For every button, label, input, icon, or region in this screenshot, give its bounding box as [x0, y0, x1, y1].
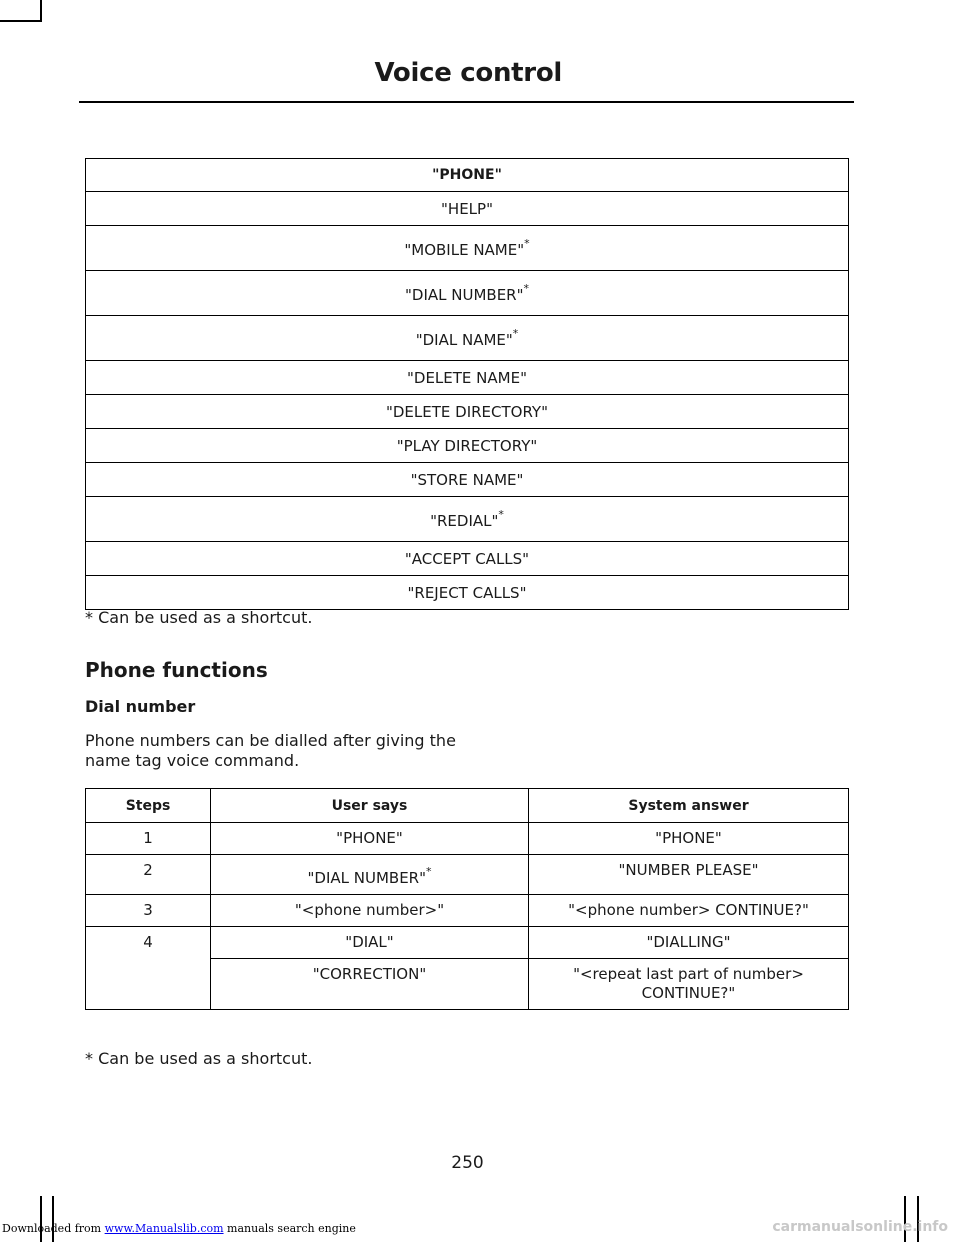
manualslib-link[interactable]: www.Manualslib.com [104, 1222, 224, 1235]
subsection-heading: Dial number [85, 697, 196, 716]
shortcut-note: * Can be used as a shortcut. [85, 1049, 313, 1068]
command-cell [86, 192, 849, 226]
column-header-system-answer: System answer [529, 789, 849, 823]
command-cell [86, 226, 849, 271]
table-row [86, 895, 849, 927]
user-says-cell [211, 927, 529, 959]
step-cell: 4 [86, 927, 211, 1010]
command-cell [86, 429, 849, 463]
crop-mark [0, 20, 42, 22]
command-text: "DELETE NAME" [407, 368, 527, 387]
table-row [86, 497, 849, 542]
command-text: "STORE NAME" [410, 470, 524, 489]
crop-mark [40, 1196, 42, 1242]
table-row [86, 542, 849, 576]
system-answer-cell: "<repeat last part of number> CONTINUE?" [529, 959, 849, 1010]
table-row [86, 855, 849, 895]
table-row [86, 395, 849, 429]
command-cell [86, 576, 849, 610]
user-says-text: "CORRECTION" [312, 965, 427, 983]
system-answer-cell: "NUMBER PLEASE" [529, 855, 849, 895]
system-answer-cell: "<phone number> CONTINUE?" [529, 895, 849, 927]
command-cell [86, 361, 849, 395]
user-says-text: "DIAL NUMBER" [307, 869, 426, 887]
user-says-text: "PHONE" [336, 829, 403, 847]
footer-suffix: manuals search engine [223, 1222, 356, 1235]
page-number: 250 [451, 1153, 484, 1173]
command-text: "DELETE DIRECTORY" [385, 402, 548, 421]
step-cell: 1 [86, 823, 211, 855]
shortcut-mark: * [524, 236, 530, 250]
table-header: "PHONE" [86, 159, 849, 192]
user-says-text: "<phone number>" [294, 901, 445, 919]
table-row [86, 927, 849, 959]
user-says-cell [211, 823, 529, 855]
table-row [86, 316, 849, 361]
dial-number-steps-table [85, 788, 849, 1010]
command-cell [86, 395, 849, 429]
download-footer [2, 1222, 356, 1235]
watermark: carmanualsonline.info [772, 1219, 948, 1235]
table-row [86, 192, 849, 226]
shortcut-mark: * [498, 507, 504, 521]
system-answer-cell: "DIALLING" [529, 927, 849, 959]
shortcut-mark: * [512, 326, 519, 340]
command-text: "DIAL NAME" [415, 330, 513, 349]
table-row [86, 576, 849, 610]
user-says-cell [211, 959, 529, 1010]
command-cell [86, 271, 849, 316]
step-cell: 2 [86, 855, 211, 895]
crop-mark [52, 1196, 54, 1242]
header-rule [79, 101, 854, 103]
command-cell [86, 542, 849, 576]
user-says-cell [211, 895, 529, 927]
command-text: "REJECT CALLS" [407, 583, 527, 602]
column-header-user-says: User says [211, 789, 529, 823]
command-cell [86, 316, 849, 361]
body-paragraph: Phone numbers can be dialled after giving the name tag voice command. [85, 731, 456, 770]
phone-commands-table [85, 158, 849, 610]
system-answer-cell: "PHONE" [529, 823, 849, 855]
table-row [86, 463, 849, 497]
shortcut-mark: * [523, 281, 529, 295]
shortcut-note: * Can be used as a shortcut. [85, 608, 313, 627]
shortcut-mark: * [426, 865, 432, 878]
table-row [86, 823, 849, 855]
step-cell: 3 [86, 895, 211, 927]
table-row [86, 361, 849, 395]
page-title: Voice control [374, 58, 562, 88]
command-text: "REDIAL" [430, 511, 499, 530]
command-cell [86, 497, 849, 542]
section-heading: Phone functions [85, 658, 268, 682]
command-text: "DIAL NUMBER" [405, 285, 524, 304]
crop-mark [40, 0, 42, 22]
user-says-cell [211, 855, 529, 895]
command-text: "MOBILE NAME" [404, 240, 525, 259]
command-cell [86, 463, 849, 497]
table-row [86, 271, 849, 316]
footer-prefix: Downloaded from [2, 1222, 105, 1235]
column-header-steps: Steps [86, 789, 211, 823]
user-says-text: "DIAL" [345, 933, 394, 951]
table-row [86, 226, 849, 271]
command-text: "HELP" [441, 199, 493, 218]
table-row [86, 429, 849, 463]
command-text: "PLAY DIRECTORY" [396, 436, 538, 455]
command-text: "ACCEPT CALLS" [404, 549, 530, 568]
